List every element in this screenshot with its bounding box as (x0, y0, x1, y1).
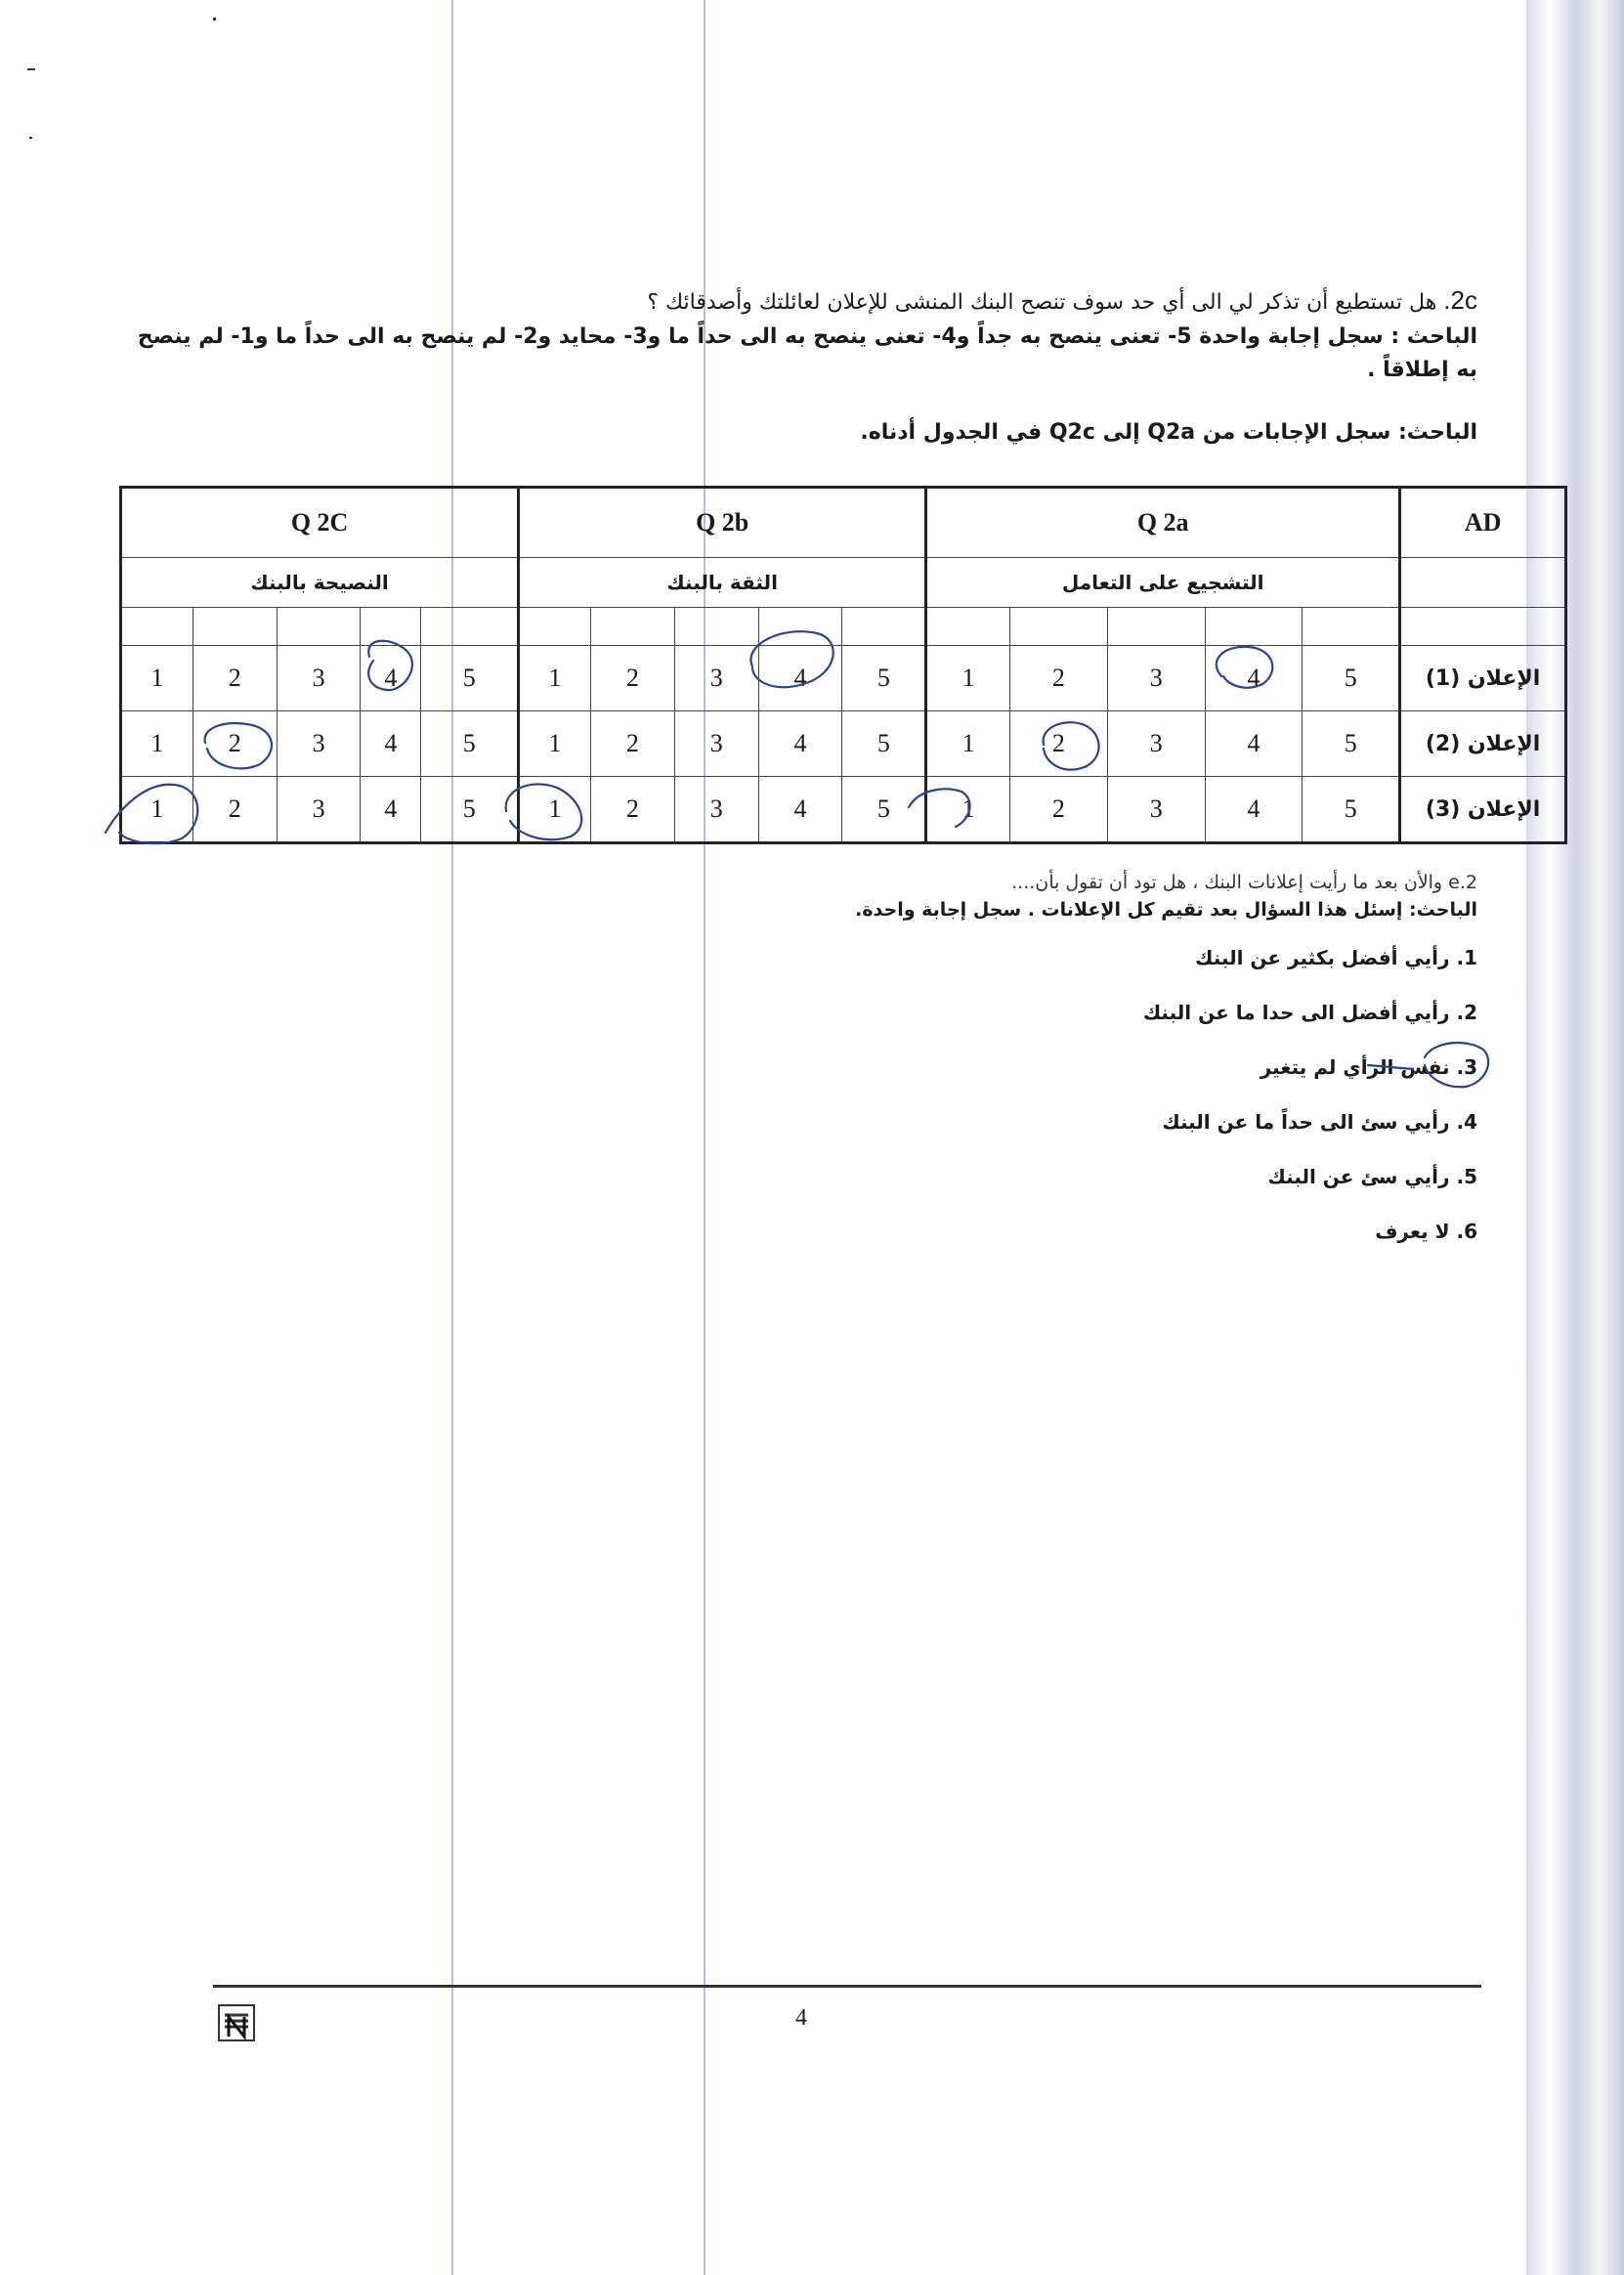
scale-cell: 3 (277, 711, 361, 777)
option-5[interactable]: 5. رأيي سئ عن البنك (1267, 1165, 1477, 1188)
record-instruction: الباحث: سجل الإجابات من Q2a إلى Q2c في الجدول أدناه. (860, 420, 1477, 445)
scale-cell: 4 (758, 711, 842, 777)
scale-cell: 2 (1010, 646, 1108, 711)
option-4[interactable]: 4. رأيي سئ الى حداً ما عن البنك (1162, 1110, 1477, 1134)
scale-cell: 4 (361, 646, 421, 711)
question-2c (129, 285, 1477, 318)
row-label-ad2: الإعلان (2) (1400, 711, 1566, 777)
option-6[interactable]: 6. لا يعرف (1375, 1220, 1477, 1243)
scale-cell: 2 (192, 711, 277, 777)
table-row (121, 711, 1566, 777)
speck (27, 68, 35, 70)
question-2c-instruction: الباحث : سجل إجابة واحدة 5- تعنى ينصح به جداً و4- تعنى ينصح به الى حداً ما و3- محايد و2- لم ينصح به الى حداً ما و1- لم ينصح به إطلاقاً . (137, 324, 1477, 382)
scale-cell: 4 (1205, 777, 1303, 843)
scale-cell: 2 (1010, 711, 1108, 777)
row-label-ad1: الإعلان (1) (1400, 646, 1566, 711)
question-2c-number: 2c. (1443, 285, 1477, 315)
speck (29, 137, 32, 139)
scale-cell: 4 (361, 711, 421, 777)
scale-cell: 1 (121, 711, 193, 777)
scale-cell: 1 (926, 646, 1010, 711)
scale-cell: 5 (1303, 646, 1400, 711)
table-row (121, 777, 1566, 843)
scale-cell: 5 (1303, 777, 1400, 843)
question-2e-instruction: الباحث: إسئل هذا السؤال بعد تقيم كل الإعلانات . سجل إجابة واحدة. (855, 899, 1477, 921)
scale-cell: 4 (1205, 646, 1303, 711)
option-1[interactable]: 1. رأيي أفضل بكثير عن البنك (1195, 946, 1477, 969)
group-label-q2b: الثقة بالبنك (519, 558, 926, 608)
question-2e-options (891, 946, 1477, 1274)
scale-cell: 5 (421, 646, 519, 711)
scale-cell: 4 (758, 646, 842, 711)
group-label-q2a: التشجيع على التعامل (926, 558, 1400, 608)
scale-cell: 1 (519, 646, 591, 711)
table-row (121, 646, 1566, 711)
corner-header: AD (1400, 488, 1566, 558)
page-edge (1526, 0, 1624, 2275)
scale-cell: 2 (192, 777, 277, 843)
scale-cell: 4 (361, 777, 421, 843)
scale-cell: 4 (1205, 711, 1303, 777)
scale-cell: 2 (590, 711, 674, 777)
group-header-q2c: Q 2C (121, 488, 519, 558)
scale-cell: 4 (758, 777, 842, 843)
scale-cell: 3 (674, 646, 758, 711)
scale-cell: 3 (277, 646, 361, 711)
option-3[interactable]: 3. نفس الرأي لم يتغير (1260, 1055, 1477, 1079)
scale-cell: 1 (121, 646, 193, 711)
footer-rule (213, 1985, 1481, 1988)
scale-cell: 1 (121, 777, 193, 843)
scale-cell: 5 (1303, 711, 1400, 777)
scale-cell: 3 (674, 777, 758, 843)
scale-cell: 5 (842, 711, 926, 777)
response-table (119, 486, 1567, 844)
group-header-q2a: Q 2a (926, 488, 1400, 558)
scale-cell: 3 (674, 711, 758, 777)
page-number: 4 (795, 2005, 807, 2031)
corner-blank (1400, 558, 1566, 608)
group-header-q2b: Q 2b (519, 488, 926, 558)
scale-cell: 5 (421, 777, 519, 843)
scale-cell: 2 (192, 646, 277, 711)
question-2e-title: 2.e والأن بعد ما رأيت إعلانات البنك ، هل تود أن تقول بأن.... (1011, 872, 1477, 893)
group-label-q2c: النصيحة بالبنك (121, 558, 519, 608)
scale-cell: 3 (277, 777, 361, 843)
option-2[interactable]: 2. رأيي أفضل الى حدا ما عن البنك (1142, 1001, 1477, 1024)
question-2c-text: هل تستطيع أن تذكر لي الى أي حد سوف تنصح البنك المنشى للإعلان لعائلتك وأصدقائك ؟ (647, 290, 1437, 315)
scale-cell: 3 (1107, 711, 1205, 777)
scale-cell: 3 (1107, 646, 1205, 711)
scale-cell: 2 (590, 777, 674, 843)
scale-cell: 5 (842, 777, 926, 843)
scale-cell: 5 (421, 711, 519, 777)
scale-cell: 1 (519, 711, 591, 777)
scale-cell: 2 (1010, 777, 1108, 843)
scale-cell: 1 (926, 711, 1010, 777)
scale-cell: 1 (519, 777, 591, 843)
scale-cell: 1 (926, 777, 1010, 843)
company-logo-icon (217, 2003, 256, 2042)
speck (213, 18, 216, 21)
row-label-ad3: الإعلان (3) (1400, 777, 1566, 843)
scale-cell: 3 (1107, 777, 1205, 843)
scale-cell: 5 (842, 646, 926, 711)
scale-cell: 2 (590, 646, 674, 711)
